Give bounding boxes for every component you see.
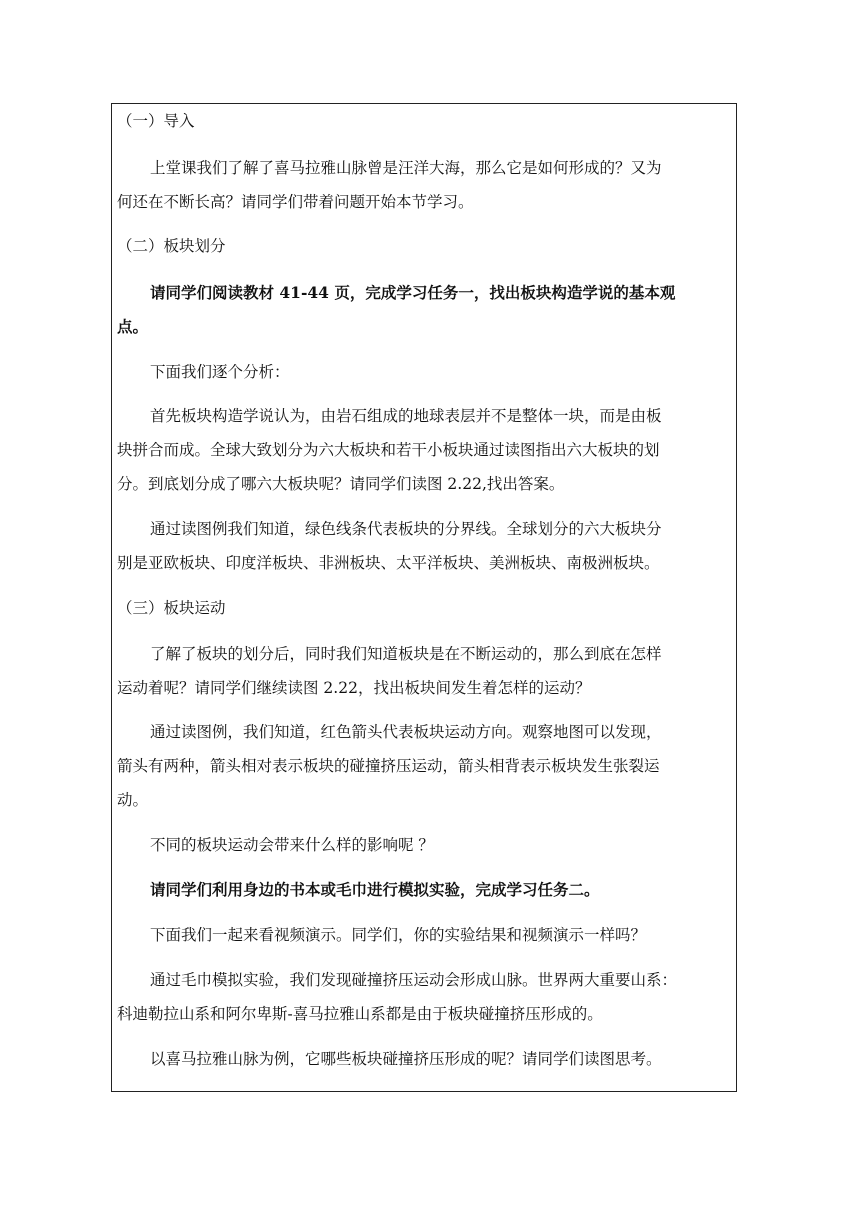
paragraph-line: 动。 (117, 791, 149, 809)
paragraph-line: 通过读图例，我们知道，红色箭头代表板块运动方向。观察地图可以发现， (150, 723, 662, 741)
paragraph-line: 块拼合而成。全球大致划分为六大板块和若干小板块通过读图指出六大板块的划 (117, 441, 660, 459)
paragraph-line: 下面我们逐个分析： (150, 363, 290, 381)
paragraph-line: 别是亚欧板块、印度洋板块、非洲板块、太平洋板块、美洲板块、南极洲板块。 (117, 554, 660, 572)
section-heading-division: （二）板块划分 (117, 237, 226, 255)
paragraph-line: 通过读图例我们知道，绿色线条代表板块的分界线。全球划分的六大板块分 (150, 520, 662, 538)
section-heading-intro: （一）导入 (117, 112, 195, 130)
paragraph-line-bold: 请同学们阅读教材 41-44 页，完成学习任务一，找出板块构造学说的基本观 (150, 283, 676, 302)
paragraph-line: 以喜马拉雅山脉为例，它哪些板块碰撞挤压形成的呢？请同学们读图思考。 (150, 1050, 662, 1068)
paragraph-line: 不同的板块运动会带来什么样的影响呢 ？ (150, 836, 434, 854)
paragraph-line-bold: 点。 (117, 317, 149, 336)
paragraph-line: 首先板块构造学说认为，由岩石组成的地球表层并不是整体一块，而是由板 (150, 407, 662, 425)
paragraph-line: 箭头有两种，箭头相对表示板块的碰撞挤压运动，箭头相背表示板块发生张裂运 (117, 757, 660, 775)
paragraph-line: 上堂课我们了解了喜马拉雅山脉曾是汪洋大海，那么它是如何形成的？又为 (150, 159, 662, 177)
paragraph-line: 通过毛巾模拟实验，我们发现碰撞挤压运动会形成山脉。世界两大重要山系： (150, 971, 678, 989)
paragraph-line: 运动着呢？请同学们继续读图 2.22，找出板块间发生着怎样的运动？ (117, 679, 591, 697)
paragraph-line: 分。到底划分成了哪六大板块呢？请同学们读图 2.22,找出答案。 (117, 475, 565, 493)
paragraph-line: 何还在不断长高？请同学们带着问题开始本节学习。 (117, 193, 474, 211)
paragraph-line: 了解了板块的划分后，同时我们知道板块是在不断运动的，那么到底在怎样 (150, 645, 662, 663)
section-heading-motion: （三）板块运动 (117, 599, 226, 617)
paragraph-line: 科迪勒拉山系和阿尔卑斯-喜马拉雅山系都是由于板块碰撞挤压形成的。 (117, 1005, 603, 1023)
paragraph-line-bold: 请同学们利用身边的书本或毛巾进行模拟实验，完成学习任务二。 (150, 880, 600, 899)
paragraph-line: 下面我们一起来看视频演示。同学们，你的实验结果和视频演示一样吗？ (150, 926, 647, 944)
